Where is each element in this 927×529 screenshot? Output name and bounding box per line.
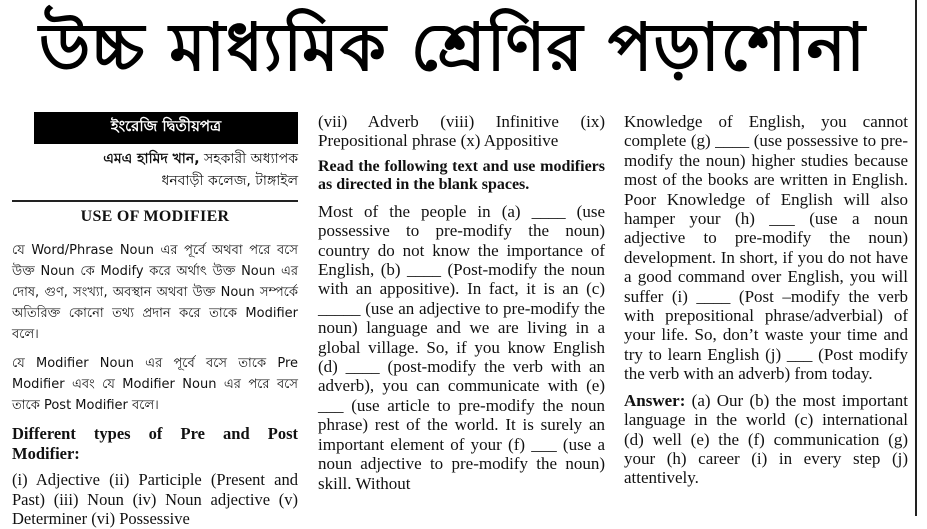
section-heading: USE OF MODIFIER xyxy=(80,208,230,225)
author-role: সহকারী অধ্যাপক xyxy=(203,151,298,167)
section-label: ইংরেজি দ্বিতীয়পত্র xyxy=(34,112,298,144)
column-1 xyxy=(12,112,298,528)
author-name: এমএ হামিদ খান, xyxy=(103,151,200,167)
author-college: ধনবাড়ী কলেজ, টাঙ্গাইল xyxy=(161,173,298,189)
types-heading: Different types of Pre and Post Modifier: xyxy=(12,424,298,463)
answer-label: Answer: xyxy=(624,390,686,410)
exercise-passage-end: Knowledge of English, you cannot complete (g) ____ (use possessive to pre-modify the noun) higher studies because most of the books are written in English. Poor Knowledge of English will also hamper your (h) ___ (use a noun adjective to pre-modify the noun) development. In short, if you do not have a good command over English, you will suffer (i) ____ (Post –modify the verb with prepositional phrase/adverbial) of your life. So, don’t waste your time and try to learn English (j) ___ (Post modify the verb with an adverb) from today. xyxy=(624,112,908,384)
exercise-passage-start: Most of the people in (a) ____ (use possessive to pre-modify the noun) country do not know the importance of English, (b) ____ (Post-modify the noun with an appositive). In fact, it is an (c) _____ (use an adjective to pre-modify the noun) language and we are living in a global village. So, if you know English (d) ____ (post-modify the verb with an adverb), you can communicate with (e) ___ (use article to pre-modify the noun phrase) rest of the world. It is surely an important element of your (f) ___ (use a noun adjective to pre-modify the noun) skill. Without xyxy=(318,201,605,493)
column-divider xyxy=(915,0,917,516)
types-list-end: (vii) Adverb (viii) Infinitive (ix) Prepositional phrase (x) Appositive xyxy=(318,112,605,151)
author-line xyxy=(12,148,298,170)
definition-paragraph: যে Word/Phrase Noun এর পূর্বে অথবা পরে বসে উক্ত Noun কে Modify করে অর্থাৎ উক্ত Noun এর দোষ, গুণ, সংখ্যা, অবস্থান অথবা উক্ত Noun সম্পর্কে অতিরিক্ত কোনো তথ্য প্রদান করে তাকে Modifier বলে। xyxy=(12,243,298,342)
pre-post-paragraph: যে Modifier Noun এর পূর্বে বসে তাকে Pre Modifier এবং যে Modifier Noun এর পরে বসে তাকে Post Modifier বলে। xyxy=(12,356,298,413)
answer-paragraph xyxy=(624,391,908,488)
answer-text: (a) Our (b) the most important language in the world (c) international (d) well (e) the (f) communication (g) your (h) career (i) in every step (j) attentively. xyxy=(624,390,909,488)
column-3 xyxy=(624,112,908,516)
column-2 xyxy=(318,112,605,516)
masthead-title: উচ্চ মাধ্যমিক শ্রেণির পড়াশোনা xyxy=(38,9,867,86)
byline-divider xyxy=(12,200,298,202)
types-list-start: (i) Adjective (ii) Participle (Present and Past) (iii) Noun (iv) Noun adjective (v) Determiner (vi) Possessive xyxy=(12,470,298,528)
exercise-instruction: Read the following text and use modifiers as directed in the blank spaces. xyxy=(318,157,605,193)
